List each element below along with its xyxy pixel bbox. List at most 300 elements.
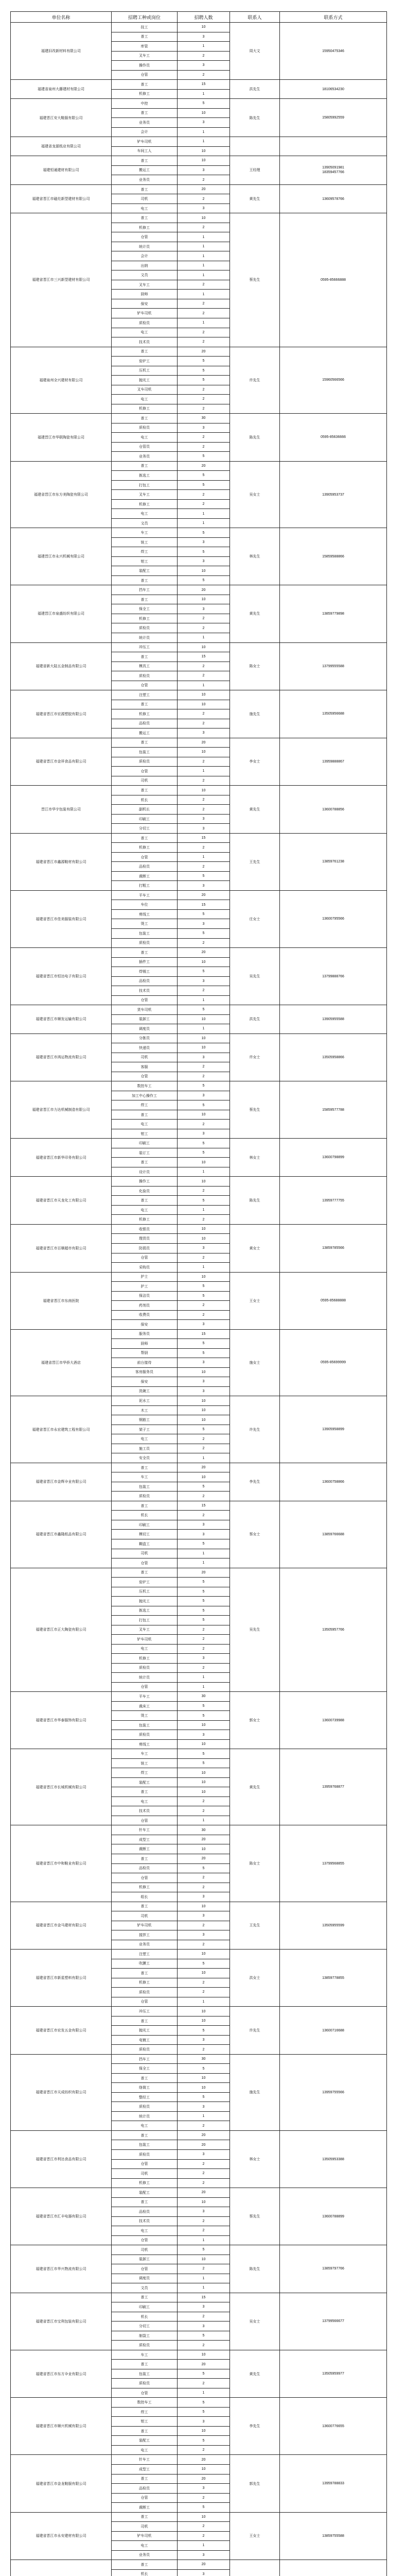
count-cell: 3 (178, 118, 230, 128)
count-cell: 3 (178, 1520, 230, 1530)
count-cell: 2 (178, 2522, 230, 2532)
count-cell: 2 (178, 442, 230, 452)
position-cell: 司机 (112, 2522, 178, 2532)
phone-cell: 13505957766 (280, 1568, 387, 1692)
position-cell: 电工 (112, 2121, 178, 2131)
count-cell: 2 (178, 2379, 230, 2388)
position-cell: 文员 (112, 2283, 178, 2293)
count-cell: 2 (178, 2216, 230, 2226)
count-cell: 3 (178, 537, 230, 547)
company-name-cell: 福建晋江市华联陶瓷有限公司 (11, 414, 112, 462)
count-cell: 10 (178, 1272, 230, 1282)
table-row (11, 1081, 387, 1091)
phone-cell: 13859755588 (280, 2512, 387, 2560)
position-cell: 包装工 (112, 2140, 178, 2150)
count-cell: 5 (178, 575, 230, 585)
contact-cell: 许女士 (230, 1033, 280, 1081)
position-cell: 普工 (112, 80, 178, 90)
table-row (11, 1272, 387, 1282)
position-cell: 品检员 (112, 976, 178, 986)
count-cell: 3 (178, 2207, 230, 2217)
count-cell: 10 (178, 1224, 230, 1234)
count-cell: 1 (178, 261, 230, 270)
table-body (11, 23, 387, 2576)
count-cell: 10 (178, 566, 230, 576)
contact-cell: 吴女士 (230, 461, 280, 528)
count-cell: 5 (178, 376, 230, 385)
company-name-cell: 福建省晋江市中和鞋业有限公司 (11, 1825, 112, 1902)
table-row (11, 184, 387, 194)
count-cell: 3 (178, 1244, 230, 1253)
position-cell: 搬运工 (112, 165, 178, 175)
count-cell: 20 (178, 1854, 230, 1864)
position-cell: 包装工 (112, 928, 178, 938)
count-cell: 10 (178, 146, 230, 156)
position-cell: 机修工 (112, 843, 178, 853)
phone-cell: 13959888867 (280, 738, 387, 786)
table-row (11, 1568, 387, 1578)
contact-cell: 黄先生 (230, 1749, 280, 1825)
count-cell: 1 (178, 2111, 230, 2121)
count-cell: 3 (178, 1320, 230, 1330)
count-cell: 30 (178, 1825, 230, 1835)
contact-cell: 林女士 (230, 1139, 280, 1177)
count-cell: 2 (178, 175, 230, 185)
phone-cell: 13859779898 (280, 585, 387, 642)
count-cell: 3 (178, 165, 230, 175)
phone-cell: 15859577788 (280, 1081, 387, 1139)
count-cell: 3 (178, 1377, 230, 1387)
position-cell: 印刷工 (112, 1139, 178, 1148)
count-cell: 1 (178, 1167, 230, 1177)
count-cell: 2 (178, 938, 230, 948)
count-cell: 2 (178, 795, 230, 805)
count-cell: 5 (178, 2245, 230, 2255)
position-cell: 电工 (112, 1434, 178, 1444)
position-cell: 品检员 (112, 862, 178, 872)
position-cell: 电工 (112, 2445, 178, 2455)
position-cell: 统计员 (112, 1673, 178, 1683)
phone-cell: 13505959977 (280, 2350, 387, 2398)
position-cell: 机修工 (112, 2178, 178, 2188)
phone-cell: 0595-85688888 (280, 1272, 387, 1329)
count-cell: 1 (178, 1997, 230, 2007)
position-cell: 普工 (112, 156, 178, 166)
count-cell: 10 (178, 595, 230, 604)
count-cell: 20 (178, 2140, 230, 2150)
phone-cell: 13600798899 (280, 1139, 387, 1177)
position-cell: 电工 (112, 1205, 178, 1215)
company-name-cell: 福建省晋江市永宏建筑工程有限公司 (11, 1396, 112, 1463)
position-cell: 针车工 (112, 1825, 178, 1835)
count-cell: 2 (178, 1988, 230, 1997)
company-name-cell: 福建晋江安大鞋服有限公司 (11, 99, 112, 137)
count-cell: 5 (178, 1339, 230, 1349)
position-cell: 库管 (112, 42, 178, 52)
contact-cell: 许先生 (230, 1396, 280, 1463)
position-cell: 包装工 (112, 2369, 178, 2379)
position-cell: 机修工 (112, 1654, 178, 1664)
count-cell: 2 (178, 614, 230, 623)
count-cell: 10 (178, 1158, 230, 1167)
position-cell: 洗碗工 (112, 1386, 178, 1396)
count-cell: 10 (178, 1033, 230, 1043)
position-cell: 抛光工 (112, 1597, 178, 1606)
position-cell: 帮厨 (112, 1348, 178, 1358)
position-cell: 仓管 (112, 767, 178, 776)
contact-cell: 陈女士 (230, 642, 280, 690)
count-cell: 5 (178, 1616, 230, 1625)
position-cell: 烫工 (112, 919, 178, 929)
phone-cell: 13859778855 (280, 1950, 387, 2007)
count-cell: 3 (178, 1091, 230, 1100)
position-cell: 裁床工 (112, 1701, 178, 1711)
count-cell: 2 (178, 1921, 230, 1930)
position-cell: 保安 (112, 1320, 178, 1330)
position-cell: 铲车司机 (112, 309, 178, 318)
position-cell: 统计员 (112, 2111, 178, 2121)
count-cell: 5 (178, 1196, 230, 1206)
count-cell: 5 (178, 1148, 230, 1158)
count-cell: 10 (178, 2426, 230, 2436)
count-cell: 10 (178, 1969, 230, 1978)
contact-cell: 陈女士 (230, 1825, 280, 1902)
count-cell: 1 (178, 127, 230, 137)
position-cell: 普工 (112, 2073, 178, 2083)
position-cell: 仓管 (112, 70, 178, 80)
phone-cell: 13905955588 (280, 1005, 387, 1034)
phone-cell: 13799566677 (280, 2293, 387, 2350)
position-cell: 车工 (112, 2350, 178, 2360)
contact-cell: 郭先生 (230, 2455, 280, 2512)
position-cell: 机修工 (112, 614, 178, 623)
position-cell: 叉车工 (112, 490, 178, 500)
count-cell: 5 (178, 1578, 230, 1587)
contact-cell: 施女士 (230, 1329, 280, 1396)
count-cell: 30 (178, 1692, 230, 1702)
position-cell: 机修工 (112, 1883, 178, 1892)
count-cell: 3 (178, 728, 230, 738)
position-cell: 模切工 (112, 1530, 178, 1539)
count-cell: 10 (178, 700, 230, 709)
count-cell: 3 (178, 2035, 230, 2045)
contact-cell: 施先生 (230, 690, 280, 738)
count-cell: 1 (178, 681, 230, 690)
position-cell: 普工 (112, 2130, 178, 2140)
contact-cell: 洪先生 (230, 80, 280, 99)
position-cell: 架子工 (112, 1425, 178, 1434)
count-cell: 10 (178, 1415, 230, 1425)
position-cell: 糊盒工 (112, 1539, 178, 1549)
count-cell: 2 (178, 433, 230, 443)
position-cell: 机修工 (112, 89, 178, 99)
count-cell: 3 (178, 2569, 230, 2576)
company-name-cell: 晋江市华宇包装有限公司 (11, 786, 112, 834)
table-row (11, 2054, 387, 2064)
position-cell: 统计员 (112, 633, 178, 643)
position-cell: 仓管 (112, 681, 178, 690)
contact-cell: 洪先生 (230, 1005, 280, 1034)
company-name-cell: 福建省龙源纸业有限公司 (11, 137, 112, 156)
phone-cell: 13600788899 (280, 2188, 387, 2245)
count-cell: 2 (178, 1663, 230, 1673)
job-recruitment-table (10, 11, 387, 2576)
position-cell: 普工 (112, 184, 178, 194)
count-cell: 3 (178, 1530, 230, 1539)
count-cell: 5 (178, 1959, 230, 1969)
count-cell: 2 (178, 1215, 230, 1225)
count-cell: 20 (178, 948, 230, 958)
count-cell: 10 (178, 1720, 230, 1730)
position-cell: 叉车工 (112, 1625, 178, 1635)
position-cell: 采购员 (112, 1263, 178, 1273)
position-cell: 钳工 (112, 1129, 178, 1139)
phone-cell: 13959768877 (280, 1749, 387, 1825)
position-cell: 数控车工 (112, 1081, 178, 1091)
table-row (11, 1950, 387, 1959)
count-cell: 5 (178, 2398, 230, 2408)
company-name-cell: 福建省晋江市华泰服饰有限公司 (11, 1692, 112, 1749)
position-cell: 普工 (112, 700, 178, 709)
contact-cell: 陈先生 (230, 2245, 280, 2293)
count-cell: 20 (178, 2474, 230, 2484)
position-cell: 服务员 (112, 1329, 178, 1339)
count-cell: 3 (178, 2550, 230, 2560)
count-cell: 5 (178, 2407, 230, 2417)
position-cell: 中控 (112, 99, 178, 109)
count-cell: 10 (178, 1739, 230, 1749)
position-cell: 仓管 (112, 852, 178, 862)
contact-cell: 王先生 (230, 1902, 280, 1950)
count-cell: 1 (178, 995, 230, 1005)
count-cell: 2 (178, 2493, 230, 2503)
count-cell: 5 (178, 1701, 230, 1711)
position-cell: 分切工 (112, 2321, 178, 2331)
phone-cell: 13505956688 (280, 690, 387, 738)
position-cell: 机修工 (112, 709, 178, 719)
position-cell: 仓管 (112, 2264, 178, 2274)
position-cell: 电镀工 (112, 2035, 178, 2045)
count-cell: 15 (178, 2293, 230, 2302)
count-cell: 1 (178, 1682, 230, 1692)
count-cell: 1 (178, 2274, 230, 2283)
table-row (11, 2560, 387, 2570)
contact-cell: 黄女士 (230, 1224, 280, 1272)
position-cell: 络筒工 (112, 2083, 178, 2093)
count-cell: 2 (178, 623, 230, 633)
position-cell: 质检员 (112, 1663, 178, 1673)
position-cell: 质检员 (112, 2102, 178, 2112)
company-name-cell: 福建省晋江市宝利包装有限公司 (11, 2293, 112, 2350)
position-cell: 质检员 (112, 2149, 178, 2159)
count-cell: 5 (178, 2092, 230, 2102)
phone-cell: 15960566566 (280, 347, 387, 414)
count-cell: 20 (178, 1568, 230, 1578)
table-row (11, 80, 387, 90)
position-cell: 仓管 (112, 1558, 178, 1568)
position-cell: 业务员 (112, 118, 178, 128)
count-cell: 2 (178, 1444, 230, 1453)
position-cell: 质检员 (112, 318, 178, 328)
count-cell: 5 (178, 1711, 230, 1721)
position-cell: 质检员 (112, 938, 178, 948)
company-name-cell: 福建省晋江市鑫隆纸品有限公司 (11, 1501, 112, 1568)
position-cell: 装配工 (112, 2188, 178, 2198)
position-cell: 药剂员 (112, 1301, 178, 1311)
company-name-cell: 福建省晋江市汇丰电器有限公司 (11, 2188, 112, 2245)
phone-cell: 18106534230 (280, 80, 387, 99)
table-row (11, 1692, 387, 1702)
count-cell: 1 (178, 1453, 230, 1463)
table-row (11, 2398, 387, 2408)
position-cell: 厨师 (112, 290, 178, 299)
position-cell: 车位 (112, 900, 178, 910)
position-cell: 车工 (112, 1472, 178, 1482)
table-row (11, 642, 387, 652)
company-name-cell: 福建省晋江市宏发五金有限公司 (11, 2007, 112, 2055)
phone-cell: 15805992559 (280, 99, 387, 137)
count-cell: 2 (178, 499, 230, 509)
count-cell: 3 (178, 61, 230, 71)
count-cell: 1 (178, 42, 230, 52)
count-cell: 3 (178, 204, 230, 213)
count-cell: 2 (178, 1797, 230, 1806)
position-cell: 铲车司机 (112, 2531, 178, 2541)
position-cell: 品检员 (112, 2484, 178, 2494)
count-cell: 3 (178, 2149, 230, 2159)
count-cell: 3 (178, 814, 230, 824)
company-name-cell: 福建省晋江市长城机械有限公司 (11, 1749, 112, 1825)
position-cell: 机修工 (112, 404, 178, 414)
position-cell: 质检员 (112, 1988, 178, 1997)
position-cell: 会计 (112, 251, 178, 261)
count-cell: 10 (178, 1844, 230, 1854)
position-cell: 印刷工 (112, 2302, 178, 2312)
position-cell: 普工 (112, 32, 178, 42)
count-cell: 5 (178, 1749, 230, 1759)
position-cell: 挡车工 (112, 2054, 178, 2064)
count-cell: 5 (178, 871, 230, 881)
count-cell: 5 (178, 967, 230, 977)
count-cell: 20 (178, 2188, 230, 2198)
position-cell: 分切工 (112, 824, 178, 834)
contact-cell: 黄先生 (230, 184, 280, 213)
count-cell: 3 (178, 881, 230, 891)
position-cell: 厨师 (112, 1339, 178, 1349)
table-row (11, 833, 387, 843)
company-name-cell: 福建省晋江市磁灶新型建材有限公司 (11, 184, 112, 213)
count-cell: 10 (178, 1902, 230, 1911)
count-cell: 5 (178, 480, 230, 490)
position-cell: 普工 (112, 652, 178, 662)
count-cell: 5 (178, 1100, 230, 1110)
table-row (11, 1329, 387, 1339)
contact-cell: 陈先生 (230, 99, 280, 137)
company-name-cell: 福建省晋江市东方美陶瓷有限公司 (11, 461, 112, 528)
company-name-cell: 福建晋江市永兴机械有限公司 (11, 528, 112, 585)
count-cell: 1 (178, 1263, 230, 1273)
count-cell: 10 (178, 2255, 230, 2264)
count-cell: 10 (178, 1768, 230, 1778)
count-cell: 1 (178, 242, 230, 251)
count-cell: 2 (178, 395, 230, 404)
count-cell: 2 (178, 223, 230, 232)
table-row (11, 1224, 387, 1234)
count-cell: 2 (178, 1635, 230, 1645)
position-cell: 司机 (112, 776, 178, 786)
position-cell: 品检员 (112, 719, 178, 728)
contact-cell: 黄先生 (230, 786, 280, 834)
position-cell: 操作工 (112, 1177, 178, 1187)
position-cell: 技术员 (112, 986, 178, 996)
position-cell: 压机工 (112, 1587, 178, 1597)
position-cell: 抛光工 (112, 2026, 178, 2036)
count-cell: 2 (178, 1301, 230, 1311)
count-cell: 5 (178, 1597, 230, 1606)
contact-cell: 王先生 (230, 833, 280, 890)
position-cell: 仓管 (112, 995, 178, 1005)
count-cell: 2 (178, 2341, 230, 2350)
position-cell: 裁断工 (112, 871, 178, 881)
count-cell: 3 (178, 2321, 230, 2331)
phone-cell: 0595-85699999 (280, 1329, 387, 1396)
count-cell: 1 (178, 518, 230, 528)
count-cell: 5 (178, 1425, 230, 1434)
count-cell: 2 (178, 1072, 230, 1081)
position-cell: 普工 (112, 2016, 178, 2026)
table-row (11, 1005, 387, 1015)
count-cell: 10 (178, 786, 230, 795)
phone-cell: 13959777755 (280, 1177, 387, 1225)
table-row (11, 2188, 387, 2198)
position-cell: 成型工 (112, 1835, 178, 1844)
count-cell: 30 (178, 2054, 230, 2064)
table-row (11, 2245, 387, 2255)
contact-cell: 王女士 (230, 1272, 280, 1329)
phone-cell: 13600795566 (280, 890, 387, 947)
position-cell: 普工 (112, 347, 178, 357)
count-cell: 2 (178, 2178, 230, 2188)
table-row (11, 23, 387, 32)
count-cell: 1 (178, 2541, 230, 2551)
position-cell: 技工 (112, 23, 178, 32)
position-cell: 木工 (112, 1405, 178, 1415)
position-cell: 普工 (112, 2474, 178, 2484)
phone-cell (280, 2560, 387, 2576)
position-cell: 平车工 (112, 1692, 178, 1702)
position-cell: 机长 (112, 2569, 178, 2576)
count-cell: 2 (178, 1978, 230, 1988)
position-cell: 业务员 (112, 452, 178, 462)
position-cell: 普工 (112, 2293, 178, 2302)
count-cell: 5 (178, 2026, 230, 2036)
position-cell: 钳工 (112, 556, 178, 566)
position-cell: 保洁员 (112, 1291, 178, 1301)
count-cell: 10 (178, 1472, 230, 1482)
count-cell: 20 (178, 1463, 230, 1472)
company-name-cell: 福建省晋江市天龙化工有限公司 (11, 1177, 112, 1225)
position-cell: 车工 (112, 1749, 178, 1759)
count-cell: 1 (178, 1024, 230, 1034)
position-cell: 副机长 (112, 805, 178, 815)
count-cell: 2 (178, 2445, 230, 2455)
count-cell: 10 (178, 2007, 230, 2016)
position-cell: 装订工 (112, 1148, 178, 1158)
count-cell: 2 (178, 51, 230, 61)
count-cell: 20 (178, 2130, 230, 2140)
table-row (11, 137, 387, 147)
phone-cell: 13799568855 (280, 1825, 387, 1902)
